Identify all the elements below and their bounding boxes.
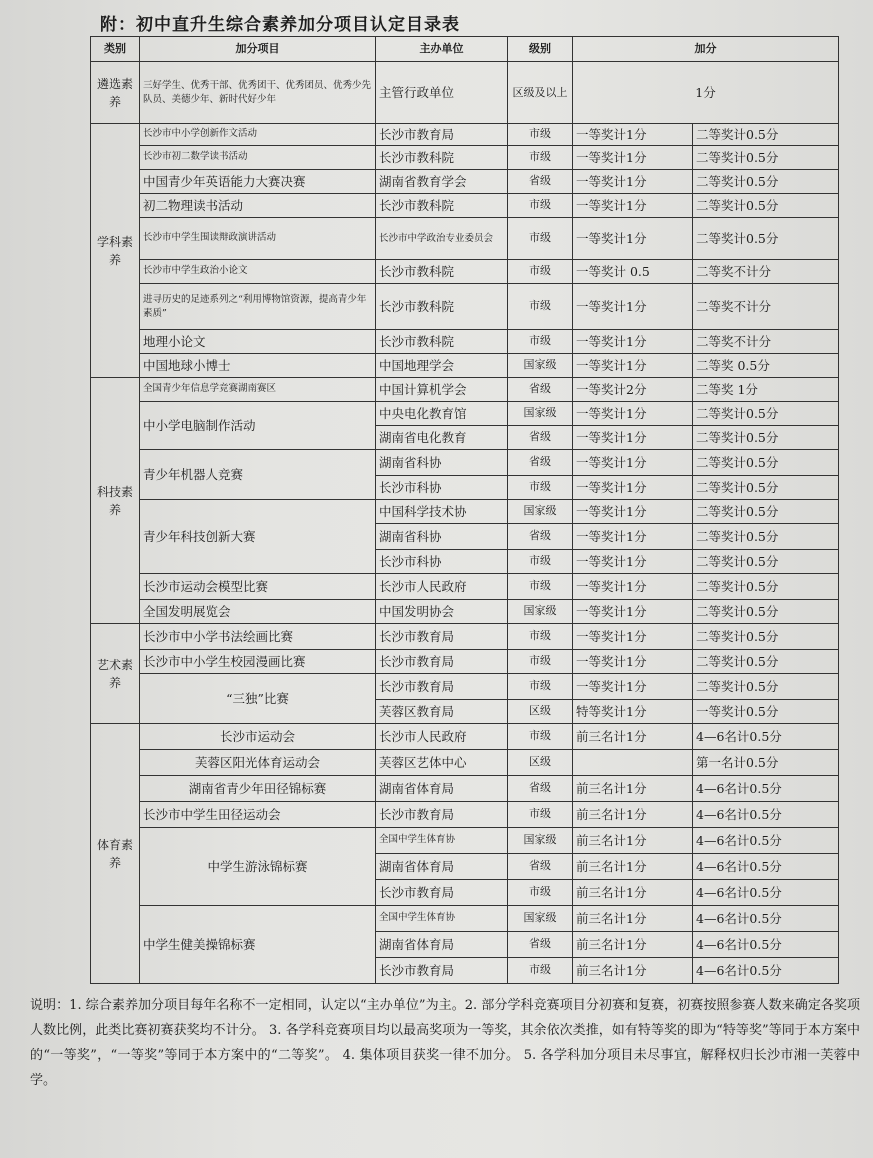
second-prize-points: 4—6名计0.5分 [693,724,839,750]
first-prize-points: 一等奖计1分 [573,624,693,650]
level-cell: 市级 [508,674,573,700]
first-prize-points: 前三名计1分 [573,776,693,802]
first-prize-points: 一等奖计1分 [573,330,693,354]
item-cell: 中国地球小博士 [140,354,376,378]
table-row [91,284,839,330]
organizer-cell: 全国中学生体育协 [376,828,508,854]
second-prize-points: 二等奖计0.5分 [693,574,839,600]
item-cell: 芙蓉区阳光体育运动会 [140,750,376,776]
level-cell: 省级 [508,776,573,802]
item-cell: 青少年科技创新大赛 [140,500,376,574]
level-cell: 国家级 [508,828,573,854]
table-row [91,600,839,624]
first-prize-points: 一等奖计1分 [573,426,693,450]
item-cell: “三独”比赛 [140,674,376,724]
first-prize-points: 一等奖计1分 [573,170,693,194]
second-prize-points: 二等奖计0.5分 [693,450,839,476]
level-cell: 市级 [508,724,573,750]
first-prize-points: 一等奖计1分 [573,124,693,146]
organizer-cell: 长沙市教科院 [376,260,508,284]
first-prize-points: 前三名计1分 [573,906,693,932]
level-cell: 国家级 [508,402,573,426]
table-row [91,354,839,378]
second-prize-points: 二等奖计0.5分 [693,550,839,574]
first-prize-points: 一等奖计1分 [573,574,693,600]
header-level: 级别 [508,37,573,62]
item-cell: 长沙市中小学书法绘画比赛 [140,624,376,650]
category-cell: 艺术素养 [91,624,140,724]
organizer-cell: 长沙市教科院 [376,330,508,354]
second-prize-points: 二等奖计0.5分 [693,524,839,550]
organizer-cell: 中国科学技术协 [376,500,508,524]
second-prize-points: 4—6名计0.5分 [693,828,839,854]
table-row [91,776,839,802]
second-prize-points: 二等奖计0.5分 [693,218,839,260]
organizer-cell: 长沙市科协 [376,476,508,500]
scoring-table [90,36,839,984]
organizer-cell: 长沙市科协 [376,550,508,574]
level-cell: 国家级 [508,354,573,378]
first-prize-points: 一等奖计1分 [573,402,693,426]
level-cell: 市级 [508,802,573,828]
first-prize-points: 特等奖计1分 [573,700,693,724]
second-prize-points: 4—6名计0.5分 [693,958,839,984]
first-prize-points: 前三名计1分 [573,854,693,880]
item-cell: 长沙市中小学生校园漫画比赛 [140,650,376,674]
item-cell: 长沙市运动会 [140,724,376,750]
first-prize-points: 一等奖计1分 [573,524,693,550]
table-header-row [91,37,839,62]
level-cell: 省级 [508,426,573,450]
level-cell: 国家级 [508,906,573,932]
organizer-cell: 全国中学生体育协 [376,906,508,932]
category-cell: 体育素养 [91,724,140,984]
organizer-cell: 长沙市教育局 [376,624,508,650]
organizer-cell: 长沙市教育局 [376,124,508,146]
header-item: 加分项目 [140,37,376,62]
level-cell: 市级 [508,330,573,354]
level-cell: 市级 [508,880,573,906]
organizer-cell: 长沙市中学政治专业委员会 [376,218,508,260]
table-row [91,146,839,170]
second-prize-points: 二等奖计0.5分 [693,476,839,500]
level-cell: 市级 [508,650,573,674]
organizer-cell: 长沙市人民政府 [376,574,508,600]
second-prize-points: 第一名计0.5分 [693,750,839,776]
item-cell: 进寻历史的足迹系列之“利用博物馆资源，提高青少年素质” [140,284,376,330]
level-cell: 市级 [508,218,573,260]
item-cell: 长沙市中学生政治小论文 [140,260,376,284]
organizer-cell: 长沙市教育局 [376,958,508,984]
organizer-cell: 湖南省体育局 [376,854,508,880]
second-prize-points: 二等奖计0.5分 [693,402,839,426]
level-cell: 市级 [508,194,573,218]
first-prize-points: 一等奖计1分 [573,284,693,330]
table-row [91,124,839,146]
level-cell: 国家级 [508,600,573,624]
organizer-cell: 主管行政单位 [376,62,508,124]
first-prize-points [573,750,693,776]
table-row [91,802,839,828]
level-cell: 省级 [508,854,573,880]
table-row [91,574,839,600]
second-prize-points: 4—6名计0.5分 [693,880,839,906]
first-prize-points: 一等奖计1分 [573,476,693,500]
table-row [91,906,839,932]
table-row [91,194,839,218]
second-prize-points: 二等奖计0.5分 [693,426,839,450]
second-prize-points: 二等奖不计分 [693,284,839,330]
level-cell: 市级 [508,124,573,146]
organizer-cell: 长沙市教育局 [376,802,508,828]
first-prize-points: 一等奖计1分 [573,450,693,476]
first-prize-points: 前三名计1分 [573,880,693,906]
level-cell: 市级 [508,284,573,330]
first-prize-points: 前三名计1分 [573,724,693,750]
organizer-cell: 湖南省教育学会 [376,170,508,194]
organizer-cell: 中国地理学会 [376,354,508,378]
category-cell: 学科素养 [91,124,140,378]
table-row [91,170,839,194]
organizer-cell: 湖南省科协 [376,524,508,550]
page-title: 附：初中直升生综合素养加分项目认定目录表 [100,15,460,35]
level-cell: 区级 [508,700,573,724]
first-prize-points: 一等奖计1分 [573,194,693,218]
table-row [91,828,839,854]
level-cell: 市级 [508,260,573,284]
points-cell: 1分 [573,62,839,124]
organizer-cell: 中国发明协会 [376,600,508,624]
organizer-cell: 湖南省体育局 [376,932,508,958]
second-prize-points: 二等奖计0.5分 [693,600,839,624]
second-prize-points: 4—6名计0.5分 [693,906,839,932]
first-prize-points: 一等奖计1分 [573,550,693,574]
organizer-cell: 湖南省体育局 [376,776,508,802]
item-cell: 三好学生、优秀干部、优秀团干、优秀团员、优秀少先队员、美德少年、新时代好少年 [140,62,376,124]
organizer-cell: 长沙市教育局 [376,674,508,700]
table-row [91,260,839,284]
item-cell: 中学生游泳锦标赛 [140,828,376,906]
item-cell: 全国青少年信息学竞赛湖南赛区 [140,378,376,402]
level-cell: 区级及以上 [508,62,573,124]
second-prize-points: 4—6名计0.5分 [693,932,839,958]
organizer-cell: 长沙市教育局 [376,650,508,674]
level-cell: 区级 [508,750,573,776]
table-row [91,624,839,650]
level-cell: 市级 [508,146,573,170]
category-cell: 遴选素养 [91,62,140,124]
second-prize-points: 二等奖计0.5分 [693,170,839,194]
level-cell: 市级 [508,550,573,574]
second-prize-points: 二等奖 1分 [693,378,839,402]
organizer-cell: 湖南省科协 [376,450,508,476]
second-prize-points: 二等奖计0.5分 [693,124,839,146]
item-cell: 湖南省青少年田径锦标赛 [140,776,376,802]
second-prize-points: 一等奖计0.5分 [693,700,839,724]
header-organizer: 主办单位 [376,37,508,62]
level-cell: 国家级 [508,500,573,524]
second-prize-points: 4—6名计0.5分 [693,854,839,880]
item-cell: 中小学电脑制作活动 [140,402,376,450]
item-cell: 青少年机器人竞赛 [140,450,376,500]
first-prize-points: 一等奖计1分 [573,674,693,700]
first-prize-points: 一等奖计1分 [573,354,693,378]
second-prize-points: 二等奖不计分 [693,330,839,354]
category-cell: 科技素养 [91,378,140,624]
first-prize-points: 一等奖计 0.5 [573,260,693,284]
table-row [91,62,839,124]
level-cell: 市级 [508,476,573,500]
second-prize-points: 4—6名计0.5分 [693,776,839,802]
organizer-cell: 长沙市教科院 [376,194,508,218]
level-cell: 省级 [508,524,573,550]
organizer-cell: 芙蓉区教育局 [376,700,508,724]
first-prize-points: 前三名计1分 [573,828,693,854]
level-cell: 市级 [508,624,573,650]
organizer-cell: 长沙市教科院 [376,146,508,170]
level-cell: 省级 [508,170,573,194]
organizer-cell: 长沙市教科院 [376,284,508,330]
first-prize-points: 前三名计1分 [573,932,693,958]
table-row [91,402,839,426]
table-row [91,330,839,354]
header-category: 类别 [91,37,140,62]
item-cell: 中学生健美操锦标赛 [140,906,376,984]
second-prize-points: 二等奖计0.5分 [693,674,839,700]
organizer-cell: 中国计算机学会 [376,378,508,402]
level-cell: 市级 [508,574,573,600]
notes-paragraph: 说明：1. 综合素养加分项目每年名称不一定相同，认定以“主办单位”为主。2. 部分学科竞赛项目分初赛和复赛，初赛按照参赛人数来确定各奖项人数比例，此类比赛初赛获奖均不计分。 3. 各学科竞赛项目均以最高奖项为一等奖，其余依次类推，如有特等奖的即为“特等奖”等同于本方案中的“一等奖”，“一等奖”等同于本方案中的“二等奖”。 4. 集体项目获奖一律不加分。 5. 各学科加分项目未尽事宜，解释权归长沙市湘一芙蓉中学。 [30,998,860,1088]
second-prize-points: 4—6名计0.5分 [693,802,839,828]
first-prize-points: 一等奖计1分 [573,650,693,674]
header-points: 加分 [573,37,839,62]
first-prize-points: 一等奖计2分 [573,378,693,402]
item-cell: 长沙市中学生田径运动会 [140,802,376,828]
table-row [91,500,839,524]
level-cell: 省级 [508,450,573,476]
item-cell: 中国青少年英语能力大赛决赛 [140,170,376,194]
organizer-cell: 长沙市人民政府 [376,724,508,750]
item-cell: 初二物理读书活动 [140,194,376,218]
item-cell: 长沙市初二数学读书活动 [140,146,376,170]
organizer-cell: 芙蓉区艺体中心 [376,750,508,776]
second-prize-points: 二等奖计0.5分 [693,624,839,650]
second-prize-points: 二等奖计0.5分 [693,194,839,218]
organizer-cell: 长沙市教育局 [376,880,508,906]
first-prize-points: 一等奖计1分 [573,600,693,624]
item-cell: 全国发明展览会 [140,600,376,624]
second-prize-points: 二等奖 0.5分 [693,354,839,378]
first-prize-points: 前三名计1分 [573,958,693,984]
level-cell: 省级 [508,932,573,958]
item-cell: 长沙市中小学创新作文活动 [140,124,376,146]
first-prize-points: 一等奖计1分 [573,500,693,524]
first-prize-points: 一等奖计1分 [573,218,693,260]
table-row [91,724,839,750]
table-row [91,750,839,776]
item-cell: 长沙市中学生围读辩政演讲活动 [140,218,376,260]
second-prize-points: 二等奖不计分 [693,260,839,284]
second-prize-points: 二等奖计0.5分 [693,146,839,170]
organizer-cell: 中央电化教育馆 [376,402,508,426]
item-cell: 长沙市运动会模型比赛 [140,574,376,600]
table-row [91,218,839,260]
table-row [91,674,839,700]
organizer-cell: 湖南省电化教育 [376,426,508,450]
table-row [91,378,839,402]
first-prize-points: 前三名计1分 [573,802,693,828]
level-cell: 省级 [508,378,573,402]
second-prize-points: 二等奖计0.5分 [693,500,839,524]
first-prize-points: 一等奖计1分 [573,146,693,170]
second-prize-points: 二等奖计0.5分 [693,650,839,674]
item-cell: 地理小论文 [140,330,376,354]
table-row [91,450,839,476]
table-row [91,650,839,674]
level-cell: 市级 [508,958,573,984]
